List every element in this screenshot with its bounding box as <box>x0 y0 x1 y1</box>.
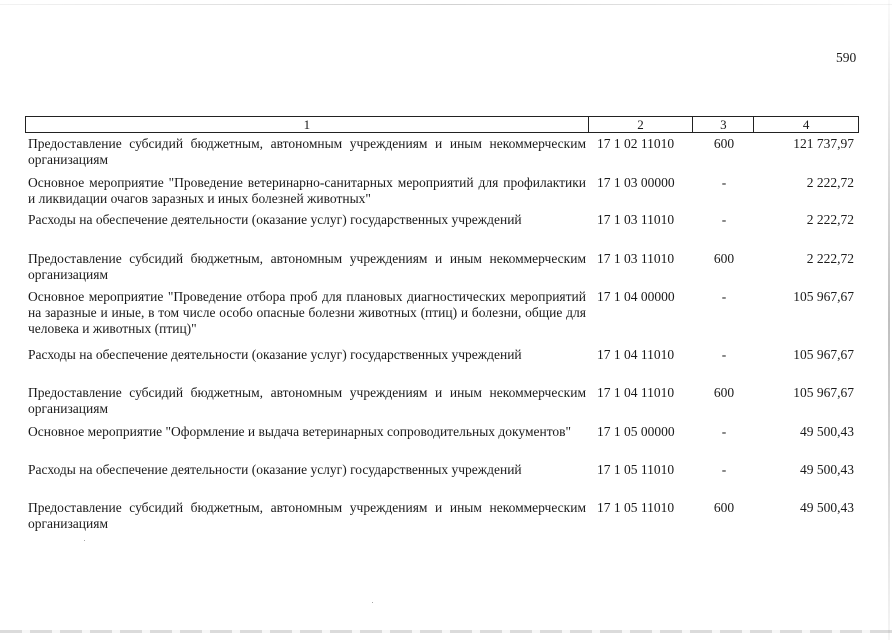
row-expense-type: 600 <box>713 136 735 151</box>
scan-edge-top <box>0 4 892 5</box>
row-amount: 2 222,72 <box>806 251 854 266</box>
row-name: Предоставление субсидий бюджетным, автономным учреждениям и иным некоммерческим организациям <box>28 385 586 416</box>
row-name: Предоставление субсидий бюджетным, автономным учреждениям и иным некоммерческим организациям <box>28 500 586 531</box>
row-expense-type: - <box>721 462 727 477</box>
page-number: 590 <box>836 50 857 65</box>
row-expense-type: 600 <box>713 385 735 400</box>
row-code: 17 1 05 00000 <box>597 424 675 439</box>
row-name: Основное мероприятие "Оформление и выдача ветеринарных сопроводительных документов" <box>28 424 572 439</box>
row-code: 17 1 03 11010 <box>597 212 675 227</box>
row-amount: 121 737,97 <box>793 136 854 151</box>
row-expense-type: - <box>721 289 727 304</box>
header-col-2: 2 <box>589 117 694 132</box>
row-amount: 105 967,67 <box>793 385 854 400</box>
row-code: 17 1 02 11010 <box>597 136 675 151</box>
row-name: Предоставление субсидий бюджетным, автономным учреждениям и иным некоммерческим организациям <box>28 136 586 167</box>
row-expense-type: - <box>721 175 727 190</box>
row-code: 17 1 05 11010 <box>597 462 675 477</box>
row-code: 17 1 03 11010 <box>597 251 675 266</box>
row-code: 17 1 05 11010 <box>597 500 675 515</box>
row-expense-type: - <box>721 212 727 227</box>
row-expense-type: - <box>721 347 727 362</box>
row-amount: 49 500,43 <box>800 500 854 515</box>
row-code: 17 1 03 00000 <box>597 175 675 190</box>
row-amount: 49 500,43 <box>800 424 854 439</box>
row-expense-type: 600 <box>713 251 735 266</box>
row-amount: 49 500,43 <box>800 462 854 477</box>
header-col-4: 4 <box>802 117 810 132</box>
row-amount: 2 222,72 <box>806 175 854 190</box>
row-name: Расходы на обеспечение деятельности (оказание услуг) государственных учреждений <box>28 462 522 477</box>
row-name: Расходы на обеспечение деятельности (оказание услуг) государственных учреждений <box>28 212 522 227</box>
table-header <box>25 116 859 133</box>
scan-speck <box>372 602 373 603</box>
header-col-3: 3 <box>693 117 754 132</box>
scan-speck <box>84 540 85 541</box>
row-amount: 105 967,67 <box>793 289 854 304</box>
header-col-1: 1 <box>26 117 589 132</box>
row-name: Предоставление субсидий бюджетным, автономным учреждениям и иным некоммерческим организациям <box>28 251 586 282</box>
scan-edge-right <box>888 0 890 640</box>
row-code: 17 1 04 11010 <box>597 347 675 362</box>
row-name: Основное мероприятие "Проведение ветеринарно-санитарных мероприятий для профилактики и ликвидации очагов заразных и иных болезней животных" <box>28 175 586 206</box>
row-amount: 2 222,72 <box>806 212 854 227</box>
row-expense-type: 600 <box>713 500 735 515</box>
row-code: 17 1 04 00000 <box>597 289 675 304</box>
row-amount: 105 967,67 <box>793 347 854 362</box>
row-name: Расходы на обеспечение деятельности (оказание услуг) государственных учреждений <box>28 347 522 362</box>
row-name: Основное мероприятие "Проведение отбора проб для плановых диагностических мероприятий на заразные и иные, в том числе особо опасные болезни животных (птиц) и болезни, общие для человека и животных (птиц)" <box>28 289 586 336</box>
scan-edge-bottom <box>0 630 892 633</box>
row-code: 17 1 04 11010 <box>597 385 675 400</box>
row-expense-type: - <box>721 424 727 439</box>
